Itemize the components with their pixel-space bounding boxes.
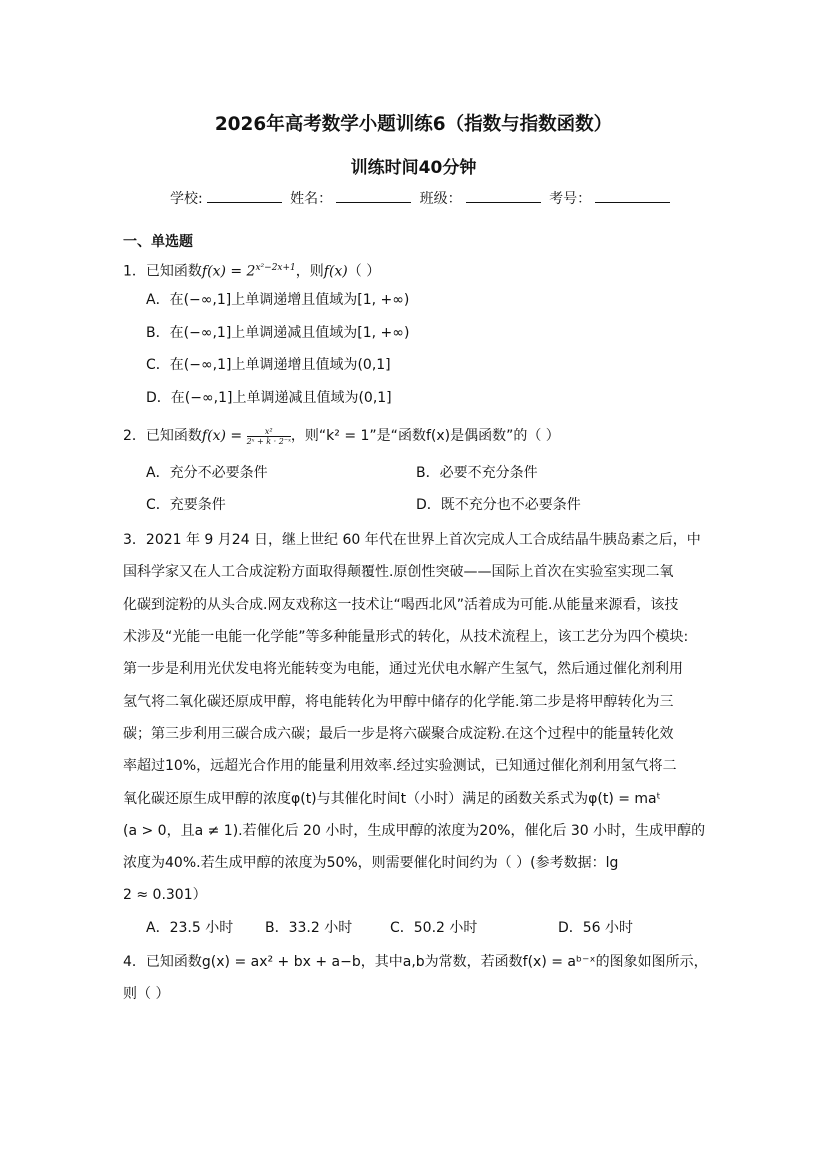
q1-option-c: C．在(−∞,1]上单调递增且值域为(0,1] xyxy=(146,357,391,373)
document-title: 2026年高考数学小题训练6（指数与指数函数） xyxy=(214,114,613,135)
q1-formula: f(x) = 2 xyxy=(201,263,256,280)
q3-option-b: B．33.2 小时 xyxy=(265,920,353,936)
q3-line: 第一步是利用光伏发电将光能转变为电能，通过光伏电水解产生氢气，然后通过催化剂利用 xyxy=(123,661,683,677)
q3-option-c: C．50.2 小时 xyxy=(390,920,478,936)
q3-line: 率超过10%，远超光合作用的能量利用效率.经过实验测试，已知通过催化剂利用氢气将二 xyxy=(123,758,677,774)
q1-tail: （ ） xyxy=(347,263,381,280)
q3-line: 化碳到淀粉的从头合成.网友戏称这一技术让“喝西北风”活着成为可能.从能量来源看，该技 xyxy=(123,597,679,613)
q3-line: 国科学家又在人工合成淀粉方面取得颠覆性.原创性突破——国际上首次在实验室实现二氧 xyxy=(123,564,674,580)
student-info-fields xyxy=(170,188,674,208)
q3-option-d: D．56 小时 xyxy=(558,920,634,936)
q3-line: 浓度为40%.若生成甲醇的浓度为50%，则需要催化时间约为（ ）(参考数据：lg xyxy=(123,855,619,871)
school-label: 学校: xyxy=(170,191,203,207)
q1-formula2: f(x) xyxy=(323,263,348,280)
q1-exponent: x²−2x+1 xyxy=(255,263,296,273)
q1-option-d: D．在(−∞,1]上单调递减且值域为(0,1] xyxy=(146,390,392,406)
school-blank xyxy=(207,188,282,203)
q3-line: 碳；第三步利用三碳合成六碳；最后一步是将六碳聚合成淀粉.在这个过程中的能量转化效 xyxy=(123,726,674,742)
q3-line: 术涉及“光能一电能一化学能”等多种能量形式的转化，从技术流程上，该工艺分为四个模块: xyxy=(123,629,689,645)
class-blank xyxy=(466,188,541,203)
q2-formula: f(x) = xyxy=(201,428,243,444)
name-label: 姓名： xyxy=(290,191,333,207)
q1-option-a: A．在(−∞,1]上单调递增且值域为[1, +∞) xyxy=(146,292,410,308)
q4-line: 4．已知函数g(x) = ax² + bx + a−b，其中a,b为常数，若函数f(x) = aᵇ⁻ˣ的图象如图所示， xyxy=(123,954,708,970)
q2-fraction xyxy=(247,427,291,446)
q1-suffix: ，则 xyxy=(295,263,324,280)
section-heading: 一、单选题 xyxy=(123,234,193,250)
q3-line: 2 ≈ 0.301） xyxy=(123,887,207,903)
q3-line: (a > 0，且a ≠ 1).若催化后 20 小时，生成甲醇的浓度为20%，催化后 30 小时，生成甲醇的 xyxy=(123,823,706,839)
document-subtitle: 训练时间40分钟 xyxy=(350,158,477,178)
q2-option-c: C．充要条件 xyxy=(146,497,226,513)
q1-prefix: 1．已知函数 xyxy=(123,263,202,280)
class-label: 班级： xyxy=(419,191,462,207)
q2-numerator: x² xyxy=(247,427,291,437)
q2-prefix: 2．已知函数 xyxy=(123,428,202,444)
q3-option-a: A．23.5 小时 xyxy=(146,920,234,936)
q3-line: 氧化碳还原生成甲醇的浓度φ(t)与其催化时间t（小时）满足的函数关系式为φ(t) = maᵗ xyxy=(123,791,661,807)
q3-line: 3．2021 年 9 月24 日，继上世纪 60 年代在世界上首次完成人工合成结晶牛胰岛素之后，中 xyxy=(123,532,701,548)
q2-option-b: B．必要不充分条件 xyxy=(416,465,538,481)
q2-option-a: A．充分不必要条件 xyxy=(146,465,268,481)
q2-denominator: 2ˣ + k · 2⁻ˣ xyxy=(246,436,291,446)
q3-line: 氢气将二氧化碳还原成甲醇，将电能转化为甲醇中储存的化学能.第二步是将甲醇转化为三 xyxy=(123,694,674,710)
q4-line: 则（ ） xyxy=(123,986,170,1002)
exam-number-label: 考号： xyxy=(549,191,592,207)
q2-option-d: D．既不充分也不必要条件 xyxy=(416,497,581,513)
name-blank xyxy=(336,188,411,203)
question-2-stem xyxy=(123,426,560,446)
exam-number-blank xyxy=(595,188,670,203)
q1-option-b: B．在(−∞,1]上单调递减且值域为[1, +∞) xyxy=(146,325,410,341)
q2-suffix: ，则“k² = 1”是“函数f(x)是偶函数”的（ ） xyxy=(290,428,560,444)
question-1-stem xyxy=(123,258,380,282)
